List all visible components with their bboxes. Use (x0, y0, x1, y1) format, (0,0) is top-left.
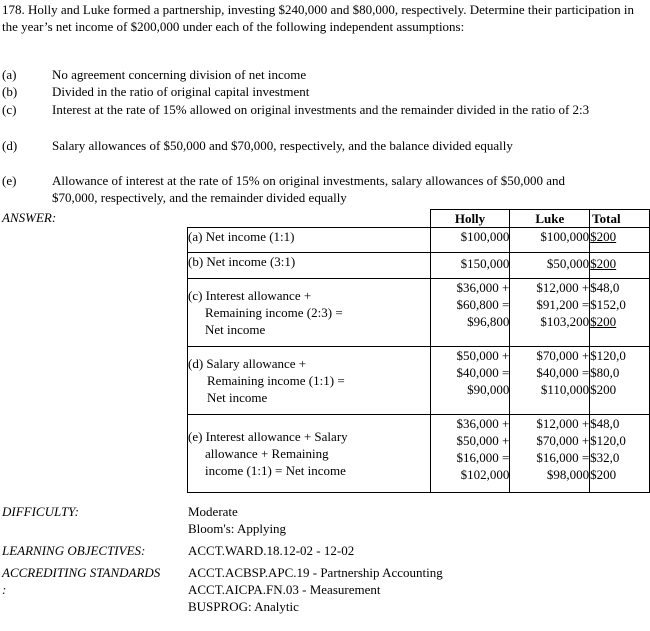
value: $48,0 (590, 280, 620, 295)
value: $12,000 + (536, 280, 590, 295)
row-d-holly (430, 347, 510, 415)
desc-line: Remaining income (2:3) = (205, 305, 343, 320)
value: $70,000 + (536, 348, 590, 363)
difficulty-label: DIFFICULTY: (2, 504, 79, 519)
value: $50,000 + (456, 433, 510, 448)
desc-line: (c) Interest allowance + (188, 288, 312, 303)
row-a-holly (430, 228, 510, 253)
difficulty-value: Moderate (188, 504, 238, 519)
row-c-desc (188, 279, 431, 347)
option-text: No agreement concerning division of net income (52, 67, 307, 82)
value: $100,000 (460, 229, 510, 244)
value: $150,000 (460, 256, 510, 271)
row-b-luke (510, 253, 590, 279)
option-letter: (c) (2, 102, 17, 117)
header-holly: Holly (430, 210, 510, 228)
value: $102,000 (460, 467, 510, 482)
desc-line: (d) Salary allowance + (188, 356, 307, 371)
value: $50,000 + (456, 348, 510, 363)
accrediting-standards-label: ACCREDITING STANDARDS (2, 565, 161, 580)
table-row (188, 228, 650, 253)
value: $200 (590, 229, 617, 244)
option-letter: (d) (2, 138, 18, 153)
options-list (2, 66, 648, 206)
header-luke: Luke (510, 210, 590, 228)
row-e-desc (188, 415, 431, 493)
desc-line: income (1:1) = Net income (205, 463, 346, 478)
row-b-total (590, 253, 650, 279)
row-d-luke (510, 347, 590, 415)
value: $60,800 = (456, 297, 510, 312)
blooms-value: Bloom's: Applying (188, 521, 287, 536)
value: $16,000 = (536, 450, 590, 465)
value: $91,200 = (536, 297, 590, 312)
value: $120,0 (590, 433, 626, 448)
row-a-total (590, 228, 650, 253)
desc-line: (b) Net income (3:1) (188, 254, 296, 269)
answer-table (187, 209, 650, 493)
accrediting-standard-3: BUSPROG: Analytic (188, 599, 299, 614)
accrediting-standard-1: ACCT.ACBSP.APC.19 - Partnership Accounting (188, 565, 443, 580)
option-letter: (e) (2, 173, 17, 188)
desc-line: allowance + Remaining (205, 446, 329, 461)
table-header-row (188, 210, 650, 228)
value: $200 (590, 382, 617, 397)
row-a-desc (188, 228, 431, 253)
value: $110,000 (540, 382, 590, 397)
header-blank (188, 210, 431, 228)
question-text: 178. Holly and Luke formed a partnership, investing $240,000 and $80,000, respectively. Determine their participation in the year’s net income of $200,000 under each of the following independent assumptions: (2, 2, 635, 34)
table-row (188, 253, 650, 279)
row-d-desc (188, 347, 431, 415)
table-row (188, 415, 650, 493)
value: $36,000 + (456, 416, 510, 431)
value: $70,000 + (536, 433, 590, 448)
row-c-luke (510, 279, 590, 347)
accrediting-standard-2: ACCT.AICPA.FN.03 - Measurement (188, 582, 381, 597)
desc-line: (e) Interest allowance + Salary (188, 429, 348, 444)
value: $96,800 (467, 314, 510, 329)
learning-objectives-label: LEARNING OBJECTIVES: (2, 543, 146, 558)
row-c-holly (430, 279, 510, 347)
value: $80,0 (590, 365, 620, 380)
option-text: Allowance of interest at the rate of 15% on original investments, salary allowances of $50,000 and $70,000, respectively, and the remainder divided equally (52, 173, 565, 205)
row-e-holly (430, 415, 510, 493)
answer-label: ANSWER: (2, 210, 57, 225)
row-d-total (590, 347, 650, 415)
option-text: Divided in the ratio of original capital investment (52, 84, 310, 99)
table-row (188, 347, 650, 415)
value: $120,0 (590, 348, 626, 363)
value: $36,000 + (456, 280, 510, 295)
value: $100,000 (540, 229, 590, 244)
value: $90,000 (467, 382, 510, 397)
value: $103,200 (540, 314, 590, 329)
row-e-luke (510, 415, 590, 493)
desc-line: Net income (205, 322, 266, 337)
desc-line: (a) Net income (1:1) (188, 229, 295, 244)
option-text: Salary allowances of $50,000 and $70,000, respectively, and the balance divided equally (52, 138, 513, 153)
value: $200 (590, 314, 617, 329)
learning-objectives-value: ACCT.WARD.18.12-02 - 12-02 (188, 543, 355, 558)
value: $50,000 (546, 256, 590, 271)
value: $200 (590, 256, 617, 271)
option-text: Interest at the rate of 15% allowed on original investments and the remainder divided in the ratio of 2:3 (52, 102, 590, 117)
desc-line: Net income (207, 390, 268, 405)
option-letter: (b) (2, 84, 18, 99)
desc-line: Remaining income (1:1) = (207, 373, 345, 388)
value: $16,000 = (456, 450, 510, 465)
value: $152,0 (590, 297, 626, 312)
value: $40,000 = (456, 365, 510, 380)
value: $200 (590, 467, 617, 482)
row-e-total (590, 415, 650, 493)
accrediting-standards-label-colon: : (2, 582, 7, 597)
table-row (188, 279, 650, 347)
row-a-luke (510, 228, 590, 253)
value: $98,000 (546, 467, 590, 482)
row-b-desc (188, 253, 431, 279)
option-letter: (a) (2, 67, 17, 82)
value: $48,0 (590, 416, 620, 431)
value: $40,000 = (536, 365, 590, 380)
row-c-total (590, 279, 650, 347)
header-total: Total (590, 210, 650, 228)
row-b-holly (430, 253, 510, 279)
value: $32,0 (590, 450, 620, 465)
value: $12,000 + (536, 416, 590, 431)
